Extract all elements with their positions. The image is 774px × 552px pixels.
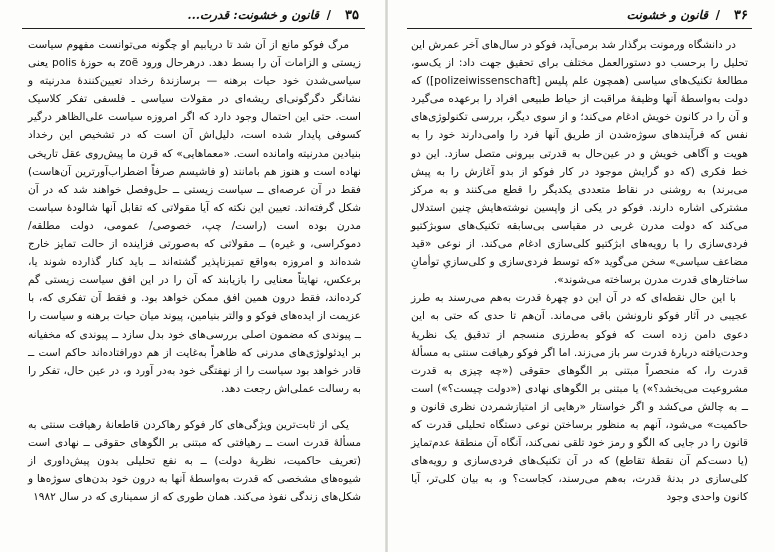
left-page-body (28, 36, 361, 506)
right-header-rule (407, 28, 752, 29)
left-header-separator: / (326, 8, 331, 22)
right-page (387, 0, 774, 552)
left-running-title: قانون و خشونت: قدرت... (187, 8, 319, 22)
right-paragraph-1: در دانشگاه ورمونت برگذار شد برمی‌آید، فوکو در سال‌های آخر عمرش این تحلیل را برحسب دو دستورالعمل مختلف برای تحقیق جهت داد: از یک‌سو، مطالعهٔ تکنیک‌های سیاسی (همچون علم پلیس [polizeiwissenschaft]) که دولت به‌واسطهٔ آنها وظیفهٔ مراقبت از حیاط طبیعی افراد را برعهده می‌گیرد و آن را در کانون خویش ادغام می‌کند؛ و از سوی دیگر، بررسی تکنولوژی‌های نفس که فرآیندهای سوژه‌شدن از طریق آنها فرد را وامی‌دارند خود را به هویت و آگاهی خویش و در عین‌حال به قدرتی بیرونی متصل سازد. این دو خط فکری (که دو گرایش موجود در کار فوکو از بدو آغازش را به پیش می‌برند) به روشنی در نقاط متعددی یکدیگر را قطع می‌کنند و به مرکز مشترکی اشاره دارند. فوکو در یکی از واپسین نوشته‌هایش چنین استدلال می‌کند که دولت مدرن غربی در مقیاسی بی‌سابقه تکنیک‌های سوبژکتیو فردی‌سازی را با رویه‌های ابژکتیو کلی‌سازی ادغام می‌کند. از نوعی «قید مضاعف سیاسی» سخن می‌گوید «که توسط فردی‌سازی و کلی‌سازیِ توأمانِ ساختارهای قدرت مدرن برساخته می‌شوند». (411, 39, 748, 287)
left-paragraph-2: یکی از ثابت‌ترین ویژگی‌های کار فوکو رهاکردن قاطعانهٔ رهیافت سنتی به مسألهٔ قدرت است ــ رهیافتی که مبتنی بر الگوهای حقوقی ــ نهادی است (تعریف حاکمیت، نظریهٔ دولت) ــ به نفع تحلیلی بدون پیش‌داوری از شیوه‌های مشخصی که قدرت به‌واسطهٔ آنها به درون خود بدن‌های سوژه‌ها و شکل‌های زندگی نفوذ می‌کند. همان طوری که از سمیناری که در سال ۱۹۸۲ (28, 418, 361, 504)
right-page-number: ۳۶ (734, 8, 748, 23)
right-running-title: قانون و خشونت (626, 8, 708, 22)
right-header-separator: / (715, 8, 720, 22)
left-header-rule (22, 28, 365, 29)
right-page-body (411, 36, 748, 506)
left-page-number: ۳۵ (345, 8, 359, 23)
left-paragraph-1: مرگ فوکو مانع از آن شد تا دریابیم او چگونه می‌توانست مفهوم سیاست زیستی و الزامات آن را بسط دهد. درهرحال ورود zoë به حوزهٔ polis یعنی سیاسی‌شدن خود حیات برهنه — برسازندهٔ رخداد تعیین‌کنندهٔ مدرنیته و نشانگر دگرگونی‌ای ریشه‌ای در مقولات سیاسی ـ فلسفی تفکر کلاسیک است. حتی این احتمال وجود دارد که اگر امروزه سیاست علی‌الظاهر درگیر کسوفی پایدار شده است، دلیل‌اش آن است که در تشخیص این رخداد بنیادین مدرنیته وامانده است. «معماهایی» که قرن ما پیش‌روی عقل تاریخی نهاده است و هنوز هم بامانند (و فاشیسم صرفاً اضطراب‌آورترین آن‌هاست) فقط در آن عرصه‌ای ــ سیاست زیستی ــ حل‌وفصل خواهند شد که در آن شکل گرفته‌اند. تعیین این نکته که آیا مقولاتی که تقابل آنها شالودهٔ سیاست مدرن بوده است (راست/ چپ، خصوصی/ عمومی، دولت مطلقه/ دموکراسی، و غیره) ــ مقولاتی که به‌صورتی فزاینده از حالت تمایز خارج شده‌اند و امروزه به‌واقع تمیزناپذیر گشته‌اند ــ باید کنار گذارده شوند یا، برعکس، نهایتاً معنایی را بازیابند که آن را در این افق سیاست زیستی گم کرده‌اند، فقط درون همین افق ممکن خواهد بود. و فقط آن تفکری که، با عزیمت از ایده‌های فوکو و والتر بنیامین، پیوند میان حیات برهنه و سیاست را ــ پیوندی که مضمون اصلی بررسی‌های خود بدل سازد ــ پیوندی که مخفیانه بر ایدئولوژی‌های مدرنی که ظاهراً به‌غایت از هم دورافتاده‌اند حاکم است ــ قادر خواهد بود سیاست را از نهفتگی خود به‌در آورد و، در عین حال، تفکر را به رسالت عملی‌اش رجعت دهد. (28, 39, 361, 395)
right-paragraph-2: با این حال نقطه‌ای که در آن این دو چهرهٔ قدرت به‌هم می‌رسند به طرز عجیبی در آثار فوکو نارونشن باقی می‌ماند. آن‌هم تا حدی که حتی به این دعوی دامن زده است که فوکو به‌طرزی منسجم از تدقیق یک نظریهٔ وحدت‌یافته دربارهٔ قدرت سر باز می‌زند. اما اگر فوکو رهیافت سنتی به مسألهٔ قدرت را، که منحصراً مبتنی بر الگوهای حقوقی («چه چیزی به قدرت مشروعیت می‌بخشد؟») یا مبتنی بر الگوهای نهادی («دولت چیست؟») است ــ به چالش می‌کشد و اگر خواستار «رهایی از امتیازشمردن نظری قانون و حاکمیت» می‌شود، آنهم به منظور برساختن نوعی دستگاه تحلیلی قدرت که قانون را در جایی که الگو و رمز خود تلقی نمی‌کند، آنگاه آن منطقهٔ عدم‌تمایز (یا دست‌کم آن نقطهٔ تقاطع) که در آن تکنیک‌های فردی‌سازی و رویه‌های کلی‌سازی در بدنهٔ قدرت، به‌هم می‌رسند، کجاست؟ و، به بیان کلی‌تر، آیا کانون واحدی وجود (411, 292, 748, 504)
